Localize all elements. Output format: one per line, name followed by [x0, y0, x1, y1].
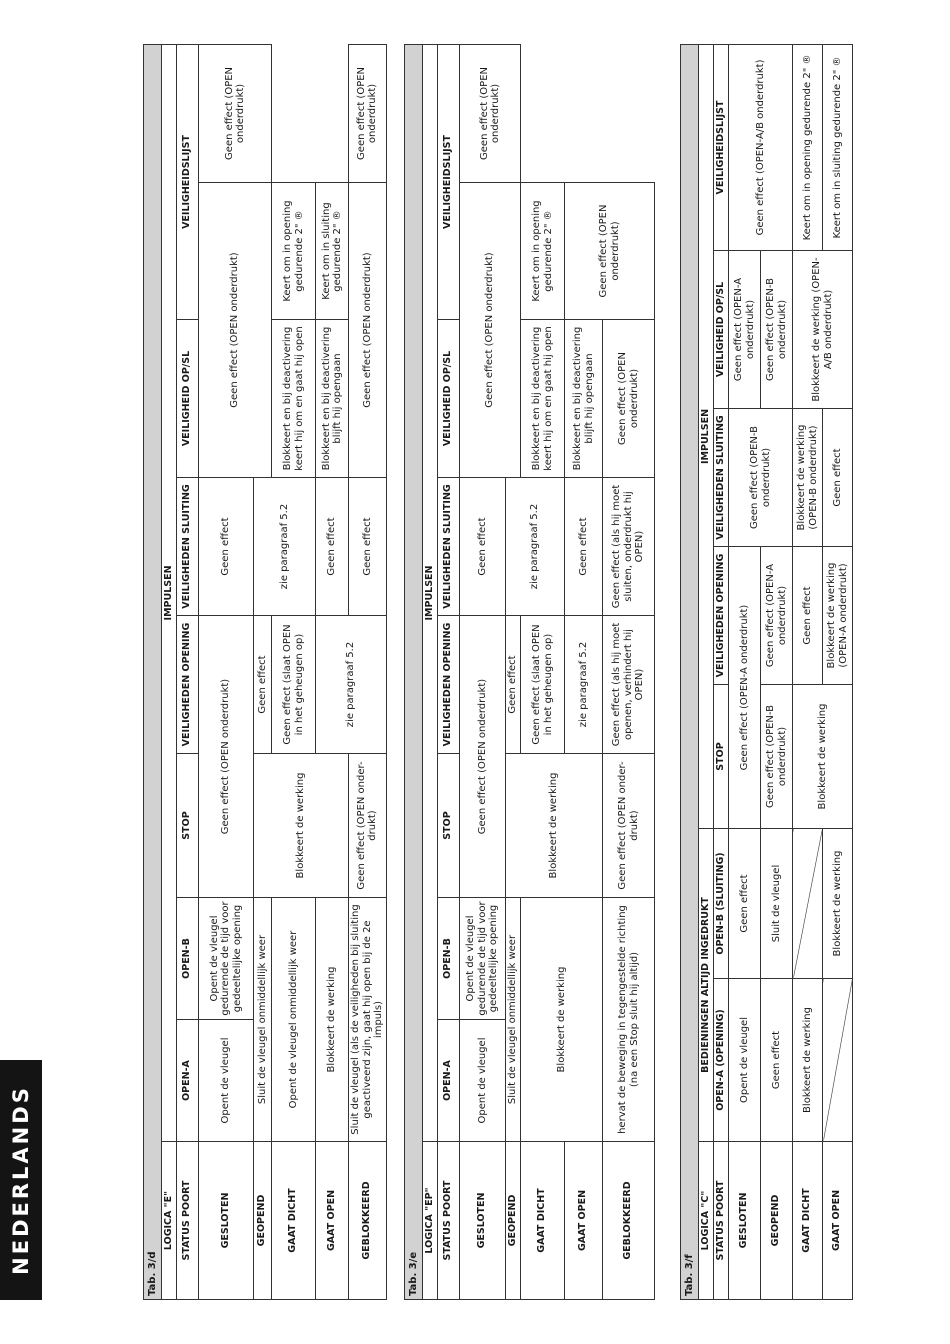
cell: Blokkeert de werking: [823, 829, 853, 979]
safety-edge-header: VEILIGHEIDSLIJST: [177, 44, 199, 319]
language-label: NEDERLANDS: [9, 1085, 33, 1275]
logic-label: LOGICA "E": [162, 1142, 177, 1300]
open-b-header: OPEN-B: [177, 898, 199, 1020]
cell: Blokkeert de werking: [506, 754, 603, 898]
cell: Geen effect (OPEN-A/B onderdrukt): [729, 44, 793, 250]
bediening-header: BEDIENINGEN ALTIJD INGEDRUKT: [699, 829, 714, 1142]
cell: Geen effect: [823, 409, 853, 547]
stop-header: STOP: [714, 685, 729, 829]
stop-header: STOP: [177, 754, 199, 898]
cell: Blokkeert de werking: [521, 898, 603, 1142]
safety-opsl-header: VEILIGHEID OP/SL: [438, 320, 460, 478]
cell: Blokkeert de werking: [254, 754, 349, 898]
cell: Sluit de vleugel: [761, 829, 793, 979]
row-gaat-open: GAAT OPEN: [823, 1142, 853, 1300]
status-header: STATUS POORT: [714, 1142, 729, 1300]
table-3f: [680, 44, 853, 1300]
safety-opsl-header: VEILIGHEID OP/SL: [177, 320, 199, 478]
cell: Opent de vleugel gedurende de tijd voor gedeeltelijke opening: [199, 898, 254, 1020]
cell: Blokkeert de werking (OPEN-A/B onderdrukt): [793, 251, 853, 409]
cell: Keert om in opening gedurende 2" ®: [272, 183, 316, 320]
empty-crossed-cell: [823, 979, 853, 1142]
cell: Blokkeert en bij deactivering keert hij om en gaat hij open: [272, 320, 316, 478]
cell: Geen effect (OPEN-A onderdrukt): [729, 547, 761, 829]
cell: Blokkeert en bij deactivering keert hij om en gaat hij open: [521, 320, 565, 478]
cell: Geen effect: [565, 478, 603, 616]
row-gesloten: GESLOTEN: [199, 1142, 254, 1300]
row-geblokkeerd: GEBLOKKEERD: [349, 1142, 387, 1300]
row-gesloten: GESLOTEN: [460, 1142, 506, 1300]
row-gaat-dicht: GAAT DICHT: [272, 1142, 316, 1300]
open-a-opening-header: OPEN-A (OPENING): [714, 979, 729, 1142]
safety-closing-header: VEILIGHEDEN SLUITING: [714, 409, 729, 547]
logic-ep-table: [404, 44, 655, 1300]
table-caption: Tab. 3/e: [405, 44, 423, 1299]
cell: Blokkeert en bij deactivering blijft hij opengaan: [316, 320, 349, 478]
cell: Keert om in sluiting gedurende 2" ®: [823, 44, 853, 250]
open-a-header: OPEN-A: [177, 1020, 199, 1142]
row-geblokkeerd: GEBLOKKEERD: [603, 1142, 655, 1300]
cell: Geen effect (als hij moet openen, verhindert hij OPEN): [603, 616, 655, 754]
cell: Opent de vleugel: [729, 979, 761, 1142]
cell: Geen effect: [761, 979, 793, 1142]
safety-edge-header: VEILIGHEIDSLIJST: [438, 44, 460, 319]
cell: Geen effect (OPEN onderdrukt): [349, 183, 387, 478]
cell: Geen effect (OPEN onderdrukt): [565, 183, 655, 320]
safety-opsl-header: VEILIGHEID OP/SL: [714, 251, 729, 409]
table-caption: Tab. 3/f: [681, 44, 699, 1299]
cell: Geen effect (slaat OPEN in het geheugen op): [272, 616, 316, 754]
cell: Keert om in opening gedurende 2" ®: [521, 183, 565, 320]
cell: Geen effect (OPEN-B onderdrukt): [729, 409, 793, 547]
cell: Geen effect: [349, 478, 387, 616]
cell: Geen effect (OPEN onderdrukt): [603, 320, 655, 478]
cell: Geen effect (OPEN-B onderdrukt): [761, 685, 793, 829]
language-tab: [0, 1060, 42, 1300]
cell: Geen effect: [199, 478, 254, 616]
cell: Geen effect (OPEN onderdrukt): [460, 183, 521, 478]
table-3e: [404, 44, 655, 1300]
cell: zie paragraaf 5.2: [506, 478, 565, 616]
cell: Sluit de vleugel onmiddellijk weer: [254, 898, 272, 1142]
cell: Sluit de vleugel onmiddellijk weer: [506, 898, 521, 1142]
cell: Geen effect (slaat OPEN in het geheugen op): [521, 616, 565, 754]
cell: zie paragraaf 5.2: [316, 616, 387, 754]
safety-closing-header: VEILIGHEDEN SLUITING: [177, 478, 199, 616]
table-caption: Tab. 3/d: [144, 44, 162, 1299]
cell: zie paragraaf 5.2: [565, 616, 603, 754]
row-gaat-dicht: GAAT DICHT: [793, 1142, 823, 1300]
cell: Opent de vleugel: [460, 1020, 506, 1142]
safety-opening-header: VEILIGHEDEN OPENING: [714, 547, 729, 685]
cell: Geen effect (OPEN-A onderdrukt): [761, 547, 793, 685]
cell: Geen effect (OPEN onderdrukt): [199, 183, 272, 478]
row-geopend: GEOPEND: [761, 1142, 793, 1300]
cell: Geen effect (OPEN onderdrukt): [199, 44, 272, 182]
open-b-header: OPEN-B: [438, 898, 460, 1020]
cell: Keert om in opening gedurende 2" ®: [793, 44, 823, 250]
cell: Geen effect (OPEN-A onderdrukt): [729, 251, 761, 409]
logic-label: LOGICA "C": [699, 1142, 714, 1300]
cell: Geen effect (OPEN onderdrukt): [199, 616, 254, 898]
open-a-header: OPEN-A: [438, 1020, 460, 1142]
impulsen-header: IMPULSEN: [699, 44, 714, 828]
safety-opening-header: VEILIGHEDEN OPENING: [438, 616, 460, 754]
cell: hervat de beweging in tegengestelde richting (na een Stop sluit hij altijd): [603, 898, 655, 1142]
cell: Geen effect: [254, 616, 272, 754]
row-gaat-open: GAAT OPEN: [565, 1142, 603, 1300]
cell: Geen effect (OPEN-B onderdrukt): [761, 251, 793, 409]
cell: Sluit de vleugel (als de veiligheden bij sluiting geactiveerd zijn, gaat hij open bij de 2e impuls): [349, 898, 387, 1142]
cell: Geen effect (OPEN onderdrukt): [460, 616, 506, 898]
cell: Blokkeert de werking (OPEN-B onderdrukt): [793, 409, 823, 547]
cell: Geen effect: [460, 478, 506, 616]
cell: Blokkeert de werking: [793, 979, 823, 1142]
empty-crossed-cell: [793, 829, 823, 979]
cell: Blokkeert de werking: [316, 898, 349, 1142]
open-b-closing-header: OPEN-B (SLUITING): [714, 829, 729, 979]
impulsen-header: IMPULSEN: [423, 44, 438, 1141]
cell: Geen effect (OPEN onderdrukt): [349, 44, 387, 182]
row-geopend: GEOPEND: [506, 1142, 521, 1300]
safety-closing-header: VEILIGHEDEN SLUITING: [438, 478, 460, 616]
logic-label: LOGICA "EP": [423, 1142, 438, 1300]
cell: Geen effect (OPEN onder-drukt): [349, 754, 387, 898]
cell: Blokkeert en bij deactivering blijft hij opengaan: [565, 320, 603, 478]
cell: Opent de vleugel gedurende de tijd voor gedeeltelijke opening: [460, 898, 506, 1020]
row-gesloten: GESLOTEN: [729, 1142, 761, 1300]
cell: Geen effect: [729, 829, 761, 979]
safety-edge-header: VEILIGHEIDSLIJST: [714, 44, 729, 250]
status-header: STATUS POORT: [438, 1142, 460, 1300]
cell: zie paragraaf 5.2: [254, 478, 316, 616]
status-header: STATUS POORT: [177, 1142, 199, 1300]
cell: Opent de vleugel: [199, 1020, 254, 1142]
cell: Keert om in sluiting gedurende 2" ®: [316, 183, 349, 320]
cell: Geen effect: [793, 547, 823, 685]
table-3d: [143, 44, 387, 1300]
row-gaat-dicht: GAAT DICHT: [521, 1142, 565, 1300]
safety-opening-header: VEILIGHEDEN OPENING: [177, 616, 199, 754]
logic-c-table: [680, 44, 853, 1300]
logic-e-table: [143, 44, 387, 1300]
row-gaat-open: GAAT OPEN: [316, 1142, 349, 1300]
impulsen-header: IMPULSEN: [162, 44, 177, 1141]
cell: Geen effect (OPEN onderdrukt): [460, 44, 521, 182]
cell: Blokkeert de werking (OPEN-A onderdrukt): [823, 547, 853, 685]
cell: Geen effect: [506, 616, 521, 754]
cell: Blokkeert de werking: [793, 685, 853, 829]
cell: Geen effect (als hij moet sluiten, onderdrukt hij OPEN): [603, 478, 655, 616]
cell: Geen effect: [316, 478, 349, 616]
row-geopend: GEOPEND: [254, 1142, 272, 1300]
stop-header: STOP: [438, 754, 460, 898]
cell: Opent de vleugel onmiddellijk weer: [272, 898, 316, 1142]
cell: Geen effect (OPEN onder-drukt): [603, 754, 655, 898]
